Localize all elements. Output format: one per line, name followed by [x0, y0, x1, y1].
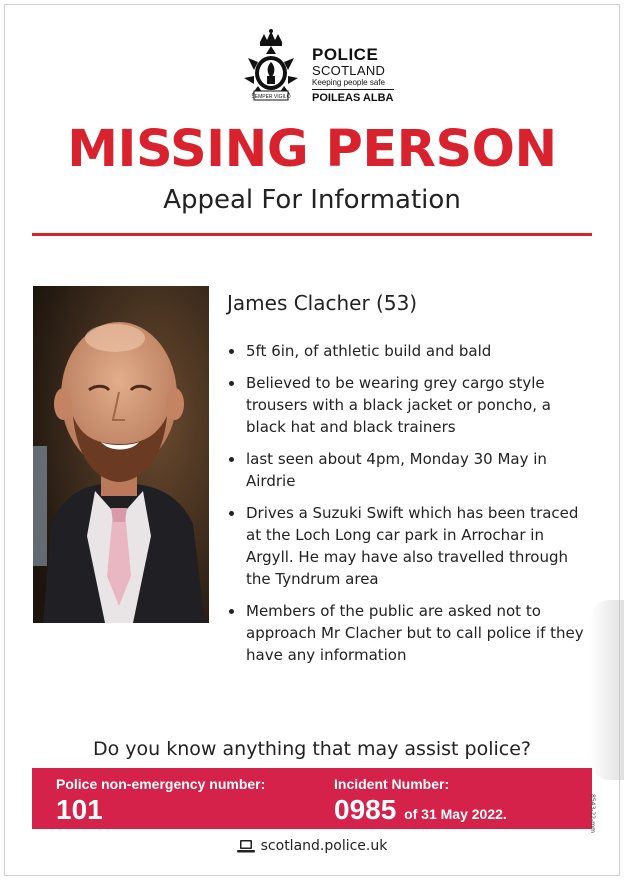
- page-shadow: [590, 600, 624, 780]
- appeal-question: Do you know anything that may assist police?: [93, 738, 531, 760]
- incident-label: Incident Number:: [334, 776, 450, 792]
- logo-tagline: Keeping people safe: [312, 78, 385, 87]
- logo-police: POLICE: [312, 45, 379, 64]
- detail-item: last seen about 4pm, Monday 30 May in Airdrie: [222, 448, 592, 492]
- non-emergency-label: Police non-emergency number:: [56, 776, 266, 792]
- contact-band: [32, 768, 592, 829]
- laptop-icon: [237, 839, 255, 853]
- police-scotland-logo: [236, 28, 396, 112]
- detail-item: 5ft 6in, of athletic build and bald: [222, 340, 592, 362]
- logo-text: [312, 46, 394, 105]
- non-emergency-number: 101: [56, 794, 103, 825]
- detail-item: Members of the public are asked not to approach Mr Clacher but to call police if they have any information: [222, 600, 592, 666]
- footer: [0, 836, 624, 856]
- logo-scotland: SCOTLAND: [312, 63, 386, 78]
- incident-number: 0985: [334, 794, 397, 825]
- logo-gaelic: POILEAS ALBA: [312, 89, 394, 105]
- poster-title: MISSING PERSON: [67, 120, 557, 179]
- poster-subtitle: Appeal For Information: [163, 185, 461, 215]
- crest-motto: SEMPER VIGILO: [251, 94, 291, 100]
- website-link[interactable]: scotland.police.uk: [260, 838, 388, 854]
- incident-number-wrap: [334, 794, 507, 830]
- detail-item: Believed to be wearing grey cargo style trousers with a black jacket or poncho, a black hat and black trainers: [222, 372, 592, 438]
- divider: [32, 233, 592, 236]
- person-name: James Clacher (53): [227, 291, 418, 315]
- details-list: [222, 340, 592, 676]
- incident-date: of 31 May 2022.: [404, 806, 507, 822]
- missing-person-photo: [33, 286, 209, 623]
- detail-item: Drives a Suzuki Swift which has been traced at the Loch Long car park in Arrochar in Argyll. He may have also travelled through the Tyndrum area: [222, 502, 592, 590]
- crest-icon: [236, 28, 306, 104]
- print-code: 8543-22-mm: [589, 794, 596, 833]
